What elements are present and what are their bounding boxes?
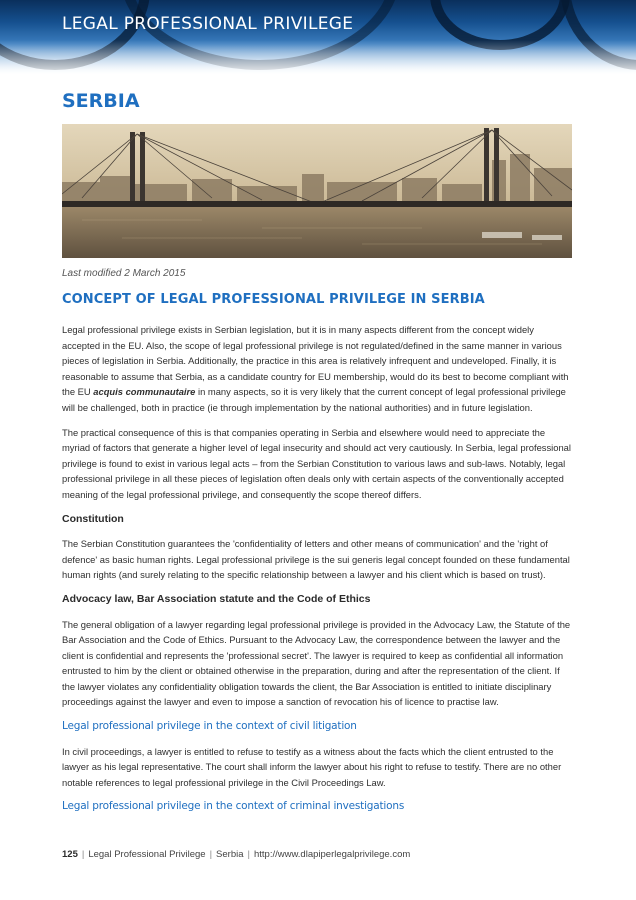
paragraph-text: in many aspects, so it is very likely that the current concept of legal professional privilege will be challenged, both in practice (ie through implementation by the national authorities) and in future legislation. xyxy=(62,386,566,413)
article-body xyxy=(62,322,572,824)
subheading-advocacy-law: Advocacy law, Bar Association statute and the Code of Ethics xyxy=(62,592,371,605)
header-banner xyxy=(0,0,636,74)
city-bridge-photo xyxy=(62,124,572,258)
subheading-constitution: Constitution xyxy=(62,512,124,525)
country-heading: SERBIA xyxy=(62,90,140,112)
paragraph xyxy=(62,322,572,416)
paragraph: The general obligation of a lawyer regarding legal professional privilege is provided in the Advocacy Law, the Statute of the Bar Association and the Code of Ethics. Pursuant to the Advocacy Law, the correspondence between the lawyer and the client is confidential and represents the 'professional secret'. The lawyer is required to keep as confidential all information entrusted to him by the client or obtained otherwise in the preparation, during and after the representation of the client. If the lawyer violates any confidentiality obligation towards the client, the Bar Association is entitled to initiate disciplinary proceedings against the lawyer and even to impose a sanction of revocation his of licence to practise law. xyxy=(62,618,571,708)
paragraph-text: Legal professional privilege exists in Serbian legislation, but it is in many aspects different from the concept widely accepted in the EU. Also, the scope of legal professional privilege is not regulated/defined in the same manner in various pieces of legislation in Serbia. Additionally, the practice in this area is relatively infrequent and undeveloped. Finally, it is reasonable to assume that Serbia, as a candidate country for EU membership, would do its best to become compliant with the EU xyxy=(62,324,569,398)
section-title: CONCEPT OF LEGAL PROFESSIONAL PRIVILEGE IN SERBIA xyxy=(62,292,485,307)
paragraph: The Serbian Constitution guarantees the 'confidentiality of letters and other means of communication' and the 'right of defence' as basic human rights. Legal professional privilege is the sui generis legal concept founded on these fundamental human rights (and surely relating to the specific relationship between a lawyer and his client which is based on trust). xyxy=(62,538,570,581)
subheading-civil-litigation: Legal professional privilege in the context of civil litigation xyxy=(62,720,357,733)
footer-separator: | xyxy=(81,849,85,860)
subheading-criminal-investigations: Legal professional privilege in the context of criminal investigations xyxy=(62,800,405,813)
emphasis-term: acquis communautaire xyxy=(93,386,196,398)
bridge-illustration xyxy=(62,124,572,258)
header-title: LEGAL PROFESSIONAL PRIVILEGE xyxy=(62,14,354,34)
last-modified-date: Last modified 2 March 2015 xyxy=(62,268,186,279)
banner-fade xyxy=(0,40,636,74)
page-number: 125 xyxy=(62,849,78,860)
footer-country: Serbia xyxy=(216,849,244,860)
page-footer xyxy=(62,849,410,860)
paragraph: In civil proceedings, a lawyer is entitled to refuse to testify as a witness about the facts which the client entrusted to the lawyer as his legal representative. The court shall inform the lawyer about his right to refuse to testify. There are no other notable references to legal professional privilege in the Civil Proceedings Law. xyxy=(62,745,562,788)
footer-separator: | xyxy=(209,849,213,860)
footer-doc-title: Legal Professional Privilege xyxy=(88,849,206,860)
paragraph: The practical consequence of this is that companies operating in Serbia and elsewhere would need to appreciate the myriad of factors that generate a higher level of legal insecurity and should act very cautiously. In Serbia, legal professional privilege is found to exist in various legal acts – from the Serbian Constitution to various laws and sub-laws. Notably, legal professional privilege in all these pieces of legislation often deals only with certain aspects of the conventionally accepted meaning of the legal professional privilege, and consequently the scope thereof differs. xyxy=(62,426,571,500)
footer-url-link[interactable]: http://www.dlapiperlegalprivilege.com xyxy=(253,849,411,860)
footer-separator: | xyxy=(247,849,250,860)
